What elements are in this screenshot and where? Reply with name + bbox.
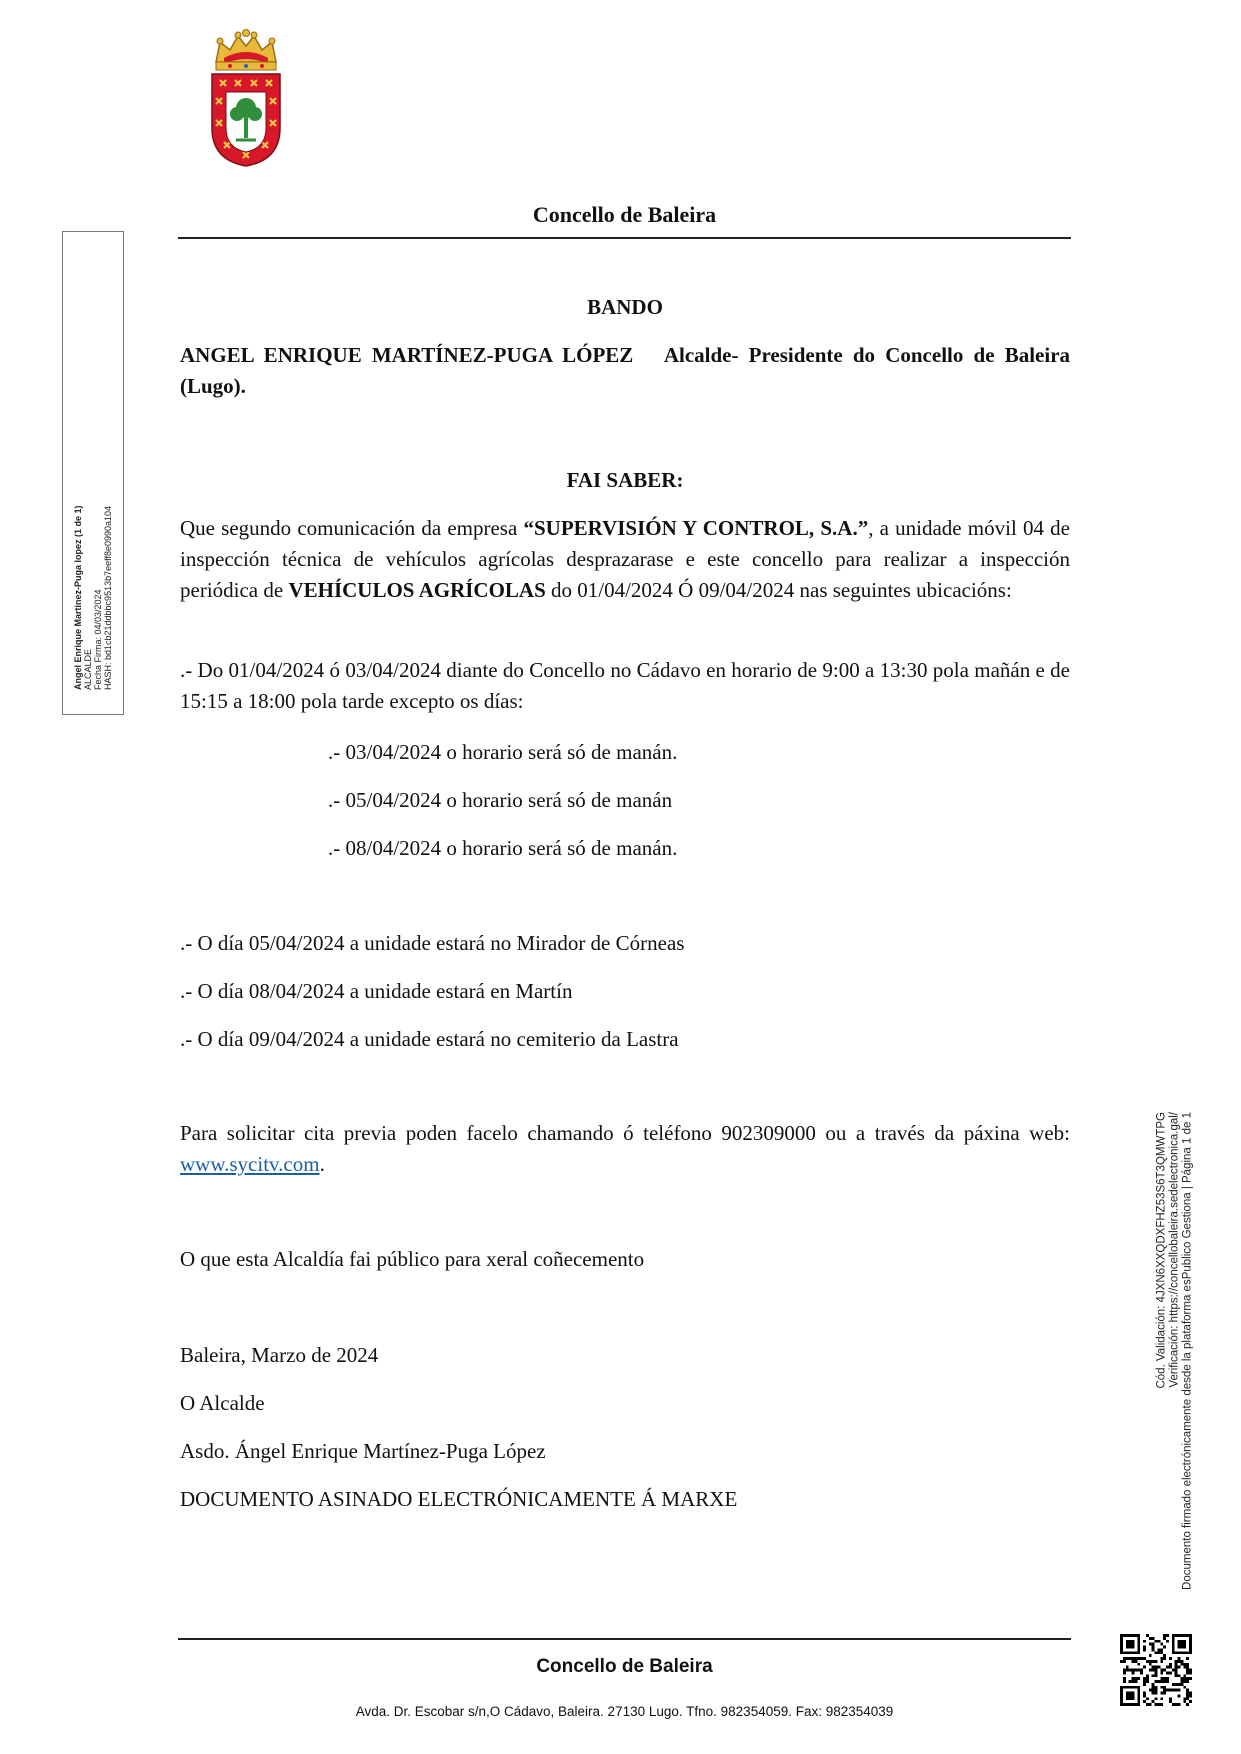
signature-date: Fecha Firma: 04/03/2024 bbox=[93, 589, 103, 690]
signature-role: ALCALDE bbox=[83, 648, 93, 690]
author-paragraph bbox=[180, 340, 1070, 402]
intro-text-3: do 01/04/2024 Ó 09/04/2024 nas seguintes ubicacións: bbox=[551, 578, 1012, 602]
footer-title: Concello de Baleira bbox=[536, 1656, 713, 1677]
appointment-end: . bbox=[319, 1152, 325, 1176]
intro-text-1: Que segundo comunicación da empresa bbox=[180, 516, 518, 540]
appointment-text: Para solicitar cita previa poden facelo chamando ó teléfono 902309000 ou a través da páxina web: bbox=[180, 1121, 1070, 1145]
document-title: BANDO bbox=[587, 295, 663, 319]
signature-stamp-text bbox=[73, 250, 113, 690]
header-title: Concello de Baleira bbox=[532, 202, 717, 227]
appointment-paragraph bbox=[180, 1118, 1070, 1180]
exception-item: .- 08/04/2024 o horario será só de manán. bbox=[328, 836, 678, 860]
exception-item: .- 03/04/2024 o horario será só de manán. bbox=[328, 740, 678, 764]
signer-title: O Alcalde bbox=[180, 1391, 265, 1415]
qr-code-icon bbox=[1120, 1634, 1192, 1706]
intro-paragraph bbox=[180, 513, 1070, 606]
location-item: .- O día 09/04/2024 a unidade estará no cemiterio da Lastra bbox=[180, 1027, 679, 1051]
location-item: .- O día 08/04/2024 a unidade estará en Martín bbox=[180, 979, 573, 1003]
schedule-paragraph: .- Do 01/04/2024 ó 03/04/2024 diante do Concello no Cádavo en horario de 9:00 a 13:30 pola mañán e de 15:15 a 18:00 pola tarde excepto os días: bbox=[180, 658, 1070, 713]
footer-divider bbox=[178, 1638, 1071, 1640]
validation-text bbox=[1156, 1112, 1195, 1632]
validation-platform: Documento firmado electrónicamente desde la plataforma esPublico Gestiona | Página 1 de 1 bbox=[1181, 1112, 1194, 1590]
exception-item: .- 05/04/2024 o horario será só de manán bbox=[328, 788, 673, 812]
signer-name: Asdo. Ángel Enrique Martínez-Puga López bbox=[180, 1439, 546, 1463]
company-name: “SUPERVISIÓN Y CONTROL, S.A.” bbox=[523, 516, 869, 540]
author-name: ANGEL ENRIQUE MARTÍNEZ-PUGA LÓPEZ bbox=[180, 343, 634, 367]
author-role: Alcalde- Presidente do Concello de Baleira (Lugo). bbox=[180, 343, 1071, 398]
intro-text-2: , a unidade móvil 04 de inspección técnica de vehículos agrícolas desprazarase e este concello para realizar a inspección periódica de bbox=[180, 516, 1070, 602]
place-date: Baleira, Marzo de 2024 bbox=[180, 1343, 379, 1367]
signature-signer: Angel Enrique Martinez-Puga lopez (1 de 1) bbox=[73, 505, 83, 690]
vehicles-label: VEHÍCULOS AGRÍCOLAS bbox=[288, 578, 546, 602]
signature-hash: HASH: bd1cb21ddbbc9513b7eeff8e0990a104 bbox=[103, 506, 113, 690]
validation-code: Cód. Validación: 4JXN6XXQDXFHZ53S6T3QMWTPG bbox=[1155, 1112, 1168, 1389]
website-link[interactable]: www.sycitv.com bbox=[180, 1152, 320, 1176]
coat-of-arms-logo bbox=[206, 28, 286, 168]
signature-note: DOCUMENTO ASINADO ELECTRÓNICAMENTE Á MARXE bbox=[180, 1487, 738, 1511]
location-item: .- O día 05/04/2024 a unidade estará no Mirador de Córneas bbox=[180, 931, 685, 955]
header-divider bbox=[178, 237, 1071, 239]
closing-text: O que esta Alcaldía fai público para xeral coñecemento bbox=[180, 1247, 645, 1271]
footer-address: Avda. Dr. Escobar s/n,O Cádavo, Baleira. 27130 Lugo. Tfno. 982354059. Fax: 982354039 bbox=[355, 1704, 894, 1719]
validation-url: Verificación: https://concellobaleira.sedelectronica.gal/ bbox=[1168, 1112, 1181, 1388]
fai-saber-heading: FAI SABER: bbox=[566, 468, 684, 492]
